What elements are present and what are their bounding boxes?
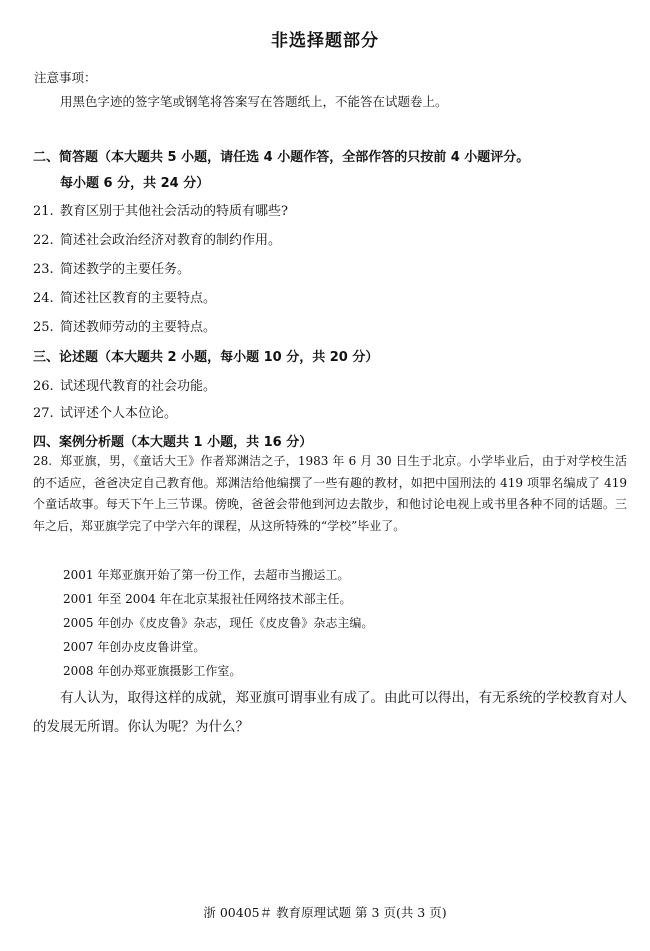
notes-text: 用黑色字迹的签字笔或钢笔将答案写在答题纸上，不能答在试题卷上。	[60, 94, 448, 109]
question-text: 教育区别于其他社会活动的特质有哪些?	[60, 204, 288, 219]
question-text: 简述教学的主要任务。	[60, 262, 191, 277]
question-text: 简述教师劳动的主要特点。	[60, 320, 217, 335]
case-text: 郑亚旗，男，《童话大王》作者郑渊洁之子，1983 年 6 月 30 日生于北京。小学毕业后，由于对学校生活的不适应，爸爸决定自己教育他。郑渊洁给他编撰了一些有趣的教材，如把中国刑法的 419 项罪名编成了 419 个童话故事。每天下午上三节课。傍晚，爸爸会带他到河边去散步，和他讨论电视上或书里各种不同的话题。三年之后，郑亚旗学完了中学六年的课程，从这所特殊的“学校”毕业了。	[33, 454, 627, 533]
question-number: 27.	[33, 406, 54, 421]
timeline-item: 2008 年创办郑亚旗摄影工作室。	[63, 664, 242, 678]
question-24	[33, 287, 216, 306]
case-paragraph	[33, 451, 627, 537]
question-21	[33, 200, 288, 219]
question-text: 试述现代教育的社会功能。	[60, 379, 217, 394]
timeline-item: 2005 年创办《皮皮鲁》杂志，现任《皮皮鲁》杂志主编。	[63, 616, 374, 630]
section-heading-essay: 三、论述题（本大题共 2 小题，每小题 10 分，共 20 分）	[33, 350, 379, 365]
question-number: 22.	[33, 233, 54, 248]
question-number: 28.	[33, 454, 53, 468]
question-text: 简述社会政治经济对教育的制约作用。	[60, 233, 282, 248]
question-number: 25.	[33, 320, 54, 335]
case-question: 有人认为，取得这样的成就，郑亚旗可谓事业有成了。由此可以得出，有无系统的学校教育对人的发展无所谓。你认为呢？为什么？	[33, 690, 627, 735]
timeline-item: 2007 年创办皮皮鲁讲堂。	[63, 640, 206, 654]
question-number: 24.	[33, 291, 54, 306]
question-23	[33, 258, 190, 277]
question-number: 21.	[33, 204, 54, 219]
section-heading-case: 四、案例分析题（本大题共 1 小题，共 16 分）	[33, 435, 313, 450]
question-27	[33, 402, 177, 421]
notes-label: 注意事项：	[34, 70, 97, 85]
question-text: 试评述个人本位论。	[60, 406, 178, 421]
timeline-item: 2001 年至 2004 年在北京某报社任网络技术部主任。	[63, 592, 352, 606]
question-22	[33, 229, 281, 248]
timeline-item: 2001 年郑亚旗开始了第一份工作，去超市当搬运工。	[63, 568, 350, 582]
section-subheading-short-answer: 每小题 6 分，共 24 分）	[60, 176, 210, 191]
page-title: 非选择题部分	[271, 31, 379, 51]
question-26	[33, 375, 216, 394]
page-footer: 浙 00405＃ 教育原理试题 第 3 页(共 3 页)	[203, 905, 447, 920]
section-heading-short-answer: 二、简答题（本大题共 5 小题，请任选 4 小题作答，全部作答的只按前 4 小题评分。	[33, 150, 530, 165]
question-number: 26.	[33, 379, 54, 394]
question-25	[33, 316, 216, 335]
question-number: 23.	[33, 262, 54, 277]
question-text: 简述社区教育的主要特点。	[60, 291, 217, 306]
